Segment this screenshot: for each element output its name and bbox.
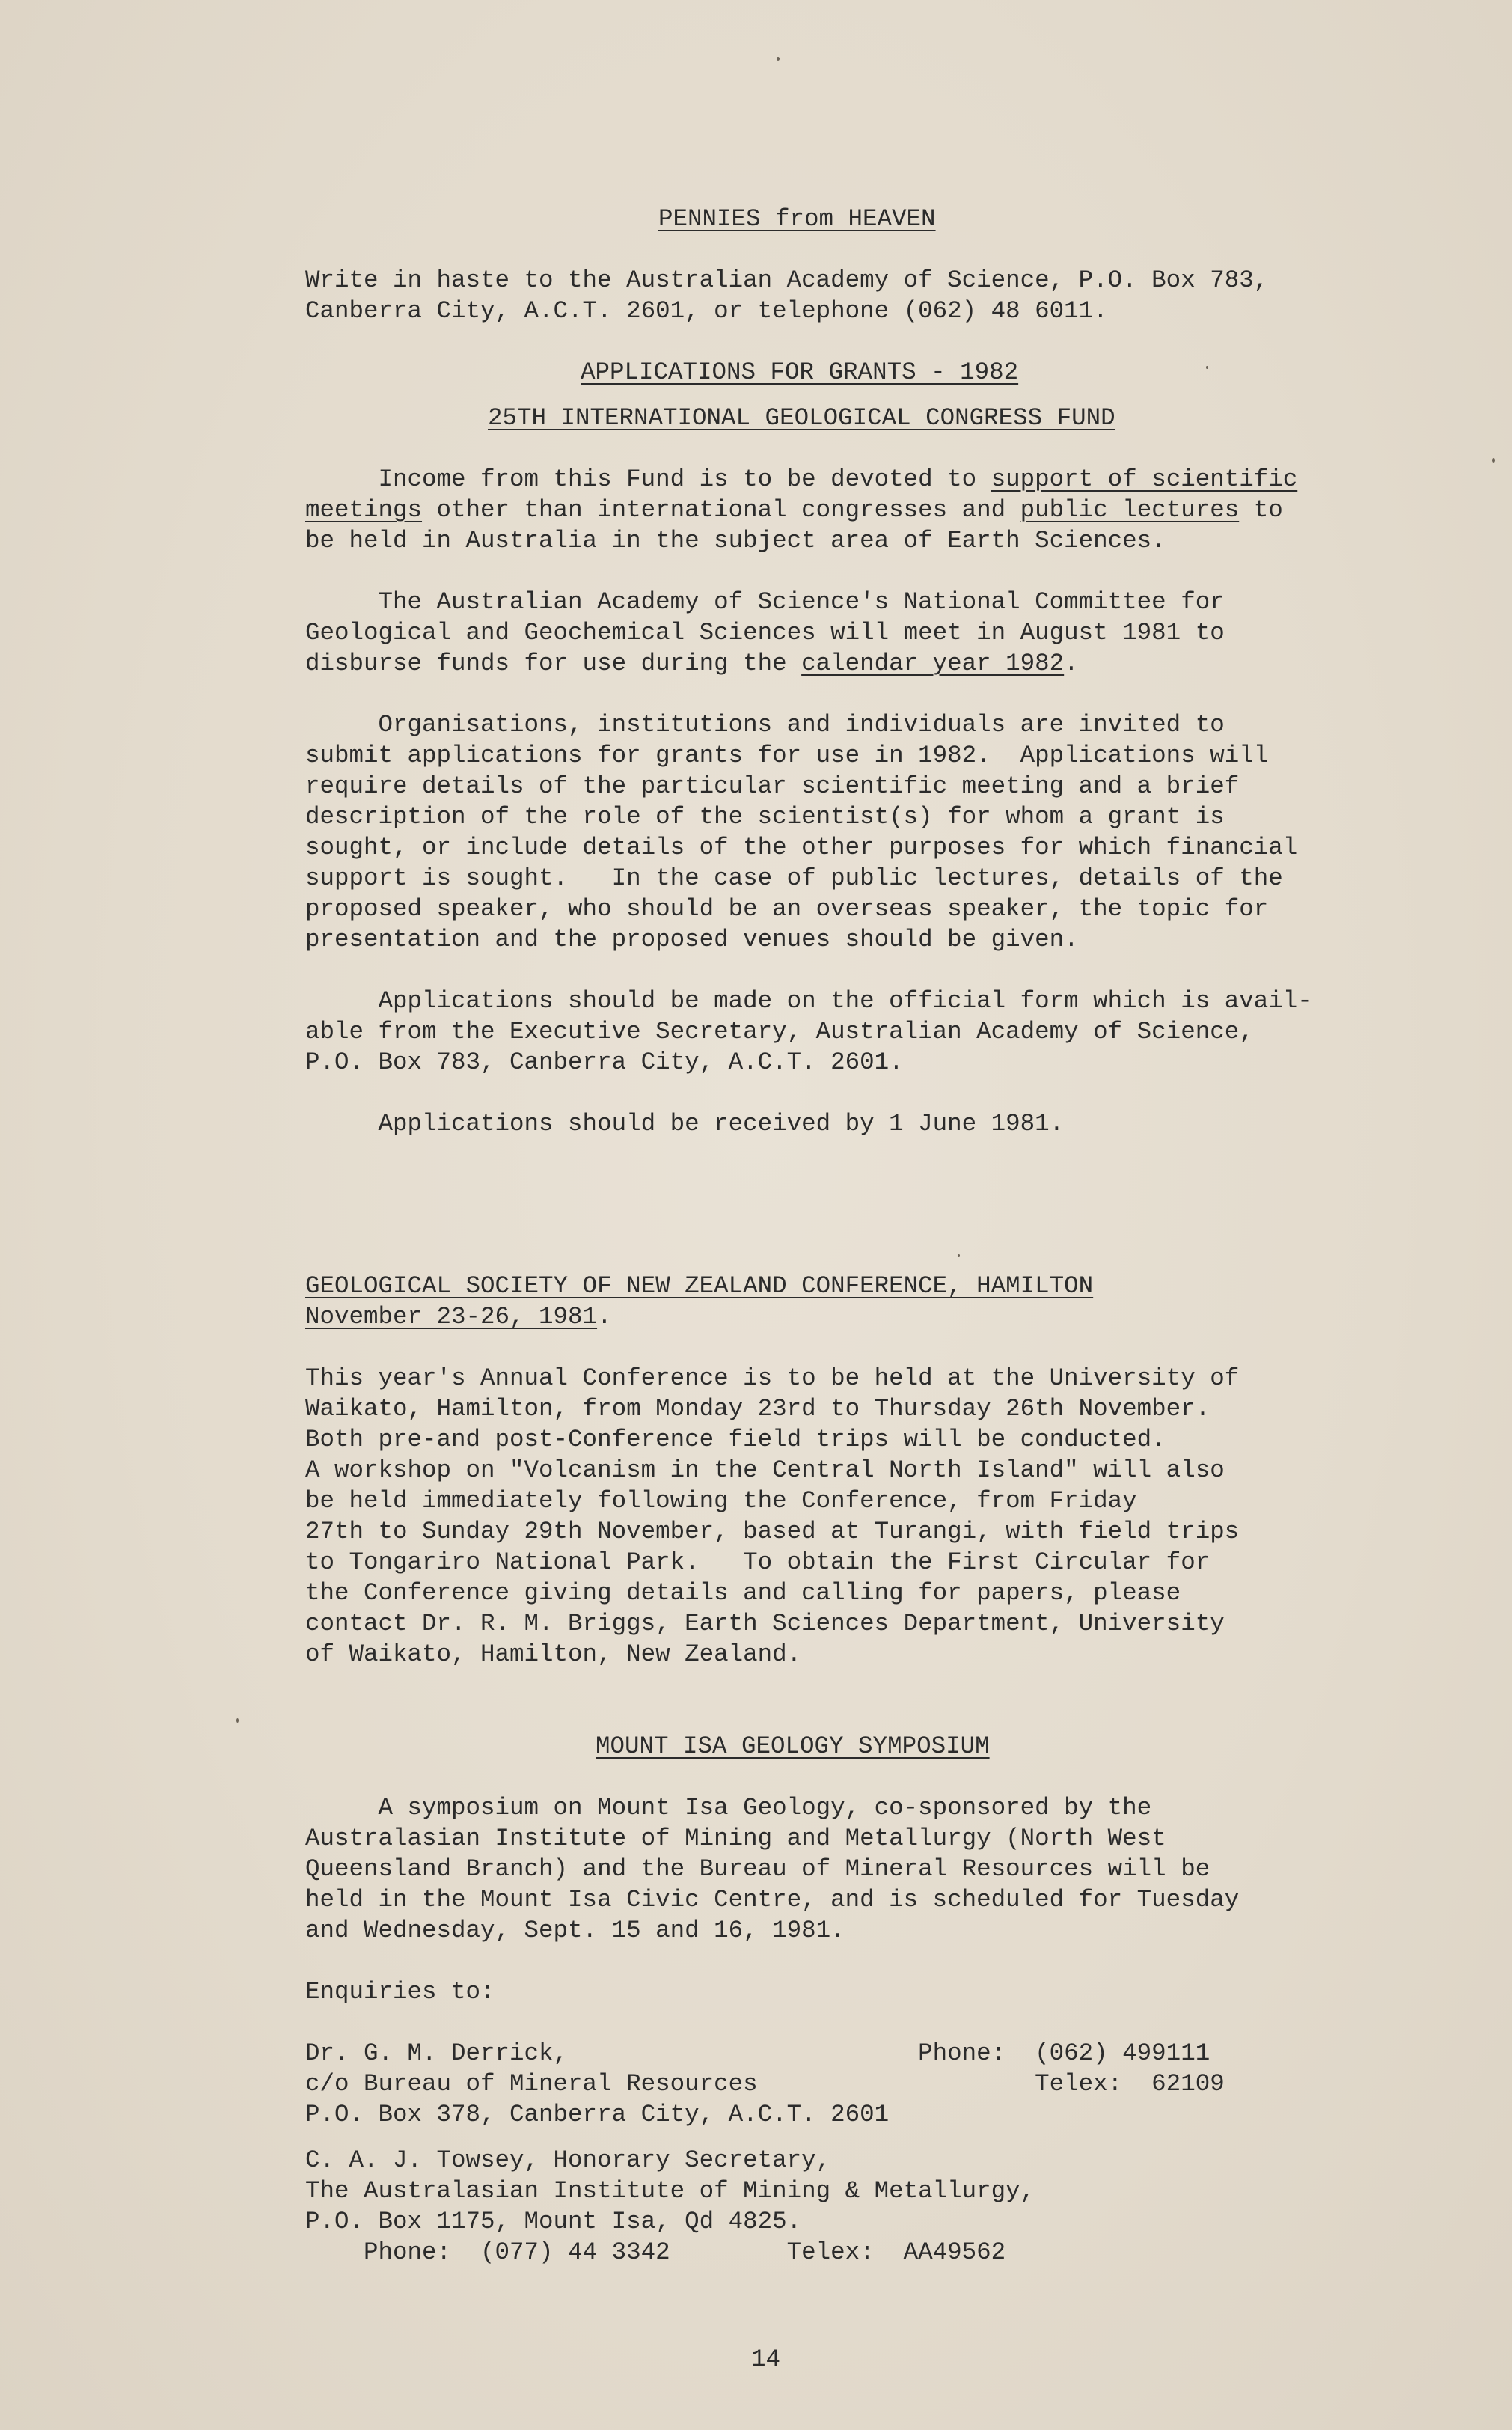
underlined-text: meetings: [305, 496, 423, 524]
text-run: Income from this Fund is to be devoted to: [305, 465, 991, 493]
text-run: .: [597, 1303, 612, 1331]
grants-para-2-line-1: The Australian Academy of Science's National Committee for: [305, 588, 1225, 616]
isa-contact-1-line-3: P.O. Box 378, Canberra City, A.C.T. 2601: [305, 2101, 890, 2128]
page-number: 14: [751, 2345, 781, 2373]
isa-contact-1-line-1: Dr. G. M. Derrick, Phone: (062) 499111: [305, 2039, 1210, 2067]
isa-contact-2-line-1: C. A. J. Towsey, Honorary Secretary,: [305, 2146, 831, 2174]
grants-para-3-line-2: submit applications for grants for use in 1982. Applications will: [305, 742, 1269, 769]
scan-speck: [777, 57, 780, 61]
grants-para-3-line-7: proposed speaker, who should be an overseas speaker, the topic for: [305, 895, 1269, 923]
isa-contact-2-line-2: The Australasian Institute of Mining & Metallurgy,: [305, 2177, 1035, 2205]
isa-line-4: held in the Mount Isa Civic Centre, and is scheduled for Tuesday: [305, 1886, 1240, 1914]
isa-title: MOUNT ISA GEOLOGY SYMPOSIUM: [596, 1733, 990, 1760]
gsnz-line-2: Waikato, Hamilton, from Monday 23rd to Thursday 26th November.: [305, 1395, 1210, 1423]
pennies-line-1: Write in haste to the Australian Academy of Science, P.O. Box 783,: [305, 266, 1269, 294]
underlined-text: public lectures: [1020, 496, 1240, 524]
text-run: .: [1064, 650, 1079, 677]
gsnz-line-5: be held immediately following the Conference, from Friday: [305, 1487, 1137, 1515]
grants-para-3-line-6: support is sought. In the case of public lectures, details of the: [305, 864, 1283, 892]
isa-line-3: Queensland Branch) and the Bureau of Mineral Resources will be: [305, 1855, 1210, 1883]
gsnz-line-9: contact Dr. R. M. Briggs, Earth Sciences Department, University: [305, 1610, 1225, 1637]
grants-para-3-line-1: Organisations, institutions and individuals are invited to: [305, 711, 1225, 739]
gsnz-line-10: of Waikato, Hamilton, New Zealand.: [305, 1640, 802, 1668]
underlined-text: November 23-26, 1981: [305, 1303, 598, 1331]
grants-para-2-line-3: [305, 648, 1368, 679]
text-run: to: [1239, 496, 1283, 524]
isa-line-1: A symposium on Mount Isa Geology, co-sponsored by the: [305, 1794, 1152, 1822]
grants-para-4-line-1: Applications should be made on the official form which is avail-: [305, 987, 1312, 1015]
isa-contact-2-line-4: Phone: (077) 44 3342 Telex: AA49562: [305, 2238, 1006, 2266]
grants-para-4-line-2: able from the Executive Secretary, Australian Academy of Science,: [305, 1018, 1254, 1045]
grants-para-3-line-8: presentation and the proposed venues should be given.: [305, 926, 1079, 953]
gsnz-line-4: A workshop on "Volcanism in the Central North Island" will also: [305, 1456, 1225, 1484]
gsnz-line-1: This year's Annual Conference is to be held at the University of: [305, 1364, 1240, 1392]
grants-para-1-line-3: be held in Australia in the subject area of Earth Sciences.: [305, 527, 1166, 555]
underlined-text: calendar year 1982: [801, 650, 1065, 677]
gsnz-line-6: 27th to Sunday 29th November, based at Turangi, with field trips: [305, 1518, 1240, 1545]
pennies-title: PENNIES from HEAVEN: [658, 205, 936, 233]
grants-para-1-line-2: [305, 495, 1368, 525]
gsnz-line-3: Both pre-and post-Conference field trips will be conducted.: [305, 1426, 1166, 1453]
isa-line-2: Australasian Institute of Mining and Metallurgy (North West: [305, 1825, 1166, 1852]
grants-deadline: Applications should be received by 1 June 1981.: [305, 1110, 1065, 1138]
grants-fund-title: 25TH INTERNATIONAL GEOLOGICAL CONGRESS FUND: [488, 404, 1115, 432]
scan-speck: [958, 1254, 960, 1257]
scan-speck: [1206, 366, 1208, 369]
scan-speck: [1492, 458, 1495, 463]
scan-speck: [236, 1718, 239, 1723]
pennies-line-2: Canberra City, A.C.T. 2601, or telephone (062) 48 6011.: [305, 297, 1108, 325]
text-run: other than international congresses and: [422, 496, 1020, 524]
grants-para-3-line-5: sought, or include details of the other purposes for which financial: [305, 834, 1298, 861]
grants-para-3-line-4: description of the role of the scientist(s) for whom a grant is: [305, 803, 1225, 831]
grants-para-4-line-3: P.O. Box 783, Canberra City, A.C.T. 2601.: [305, 1048, 904, 1076]
text-run: disburse funds for use during the: [305, 650, 802, 677]
grants-title: APPLICATIONS FOR GRANTS - 1982: [581, 358, 1019, 386]
gsnz-line-8: the Conference giving details and calling for papers, please: [305, 1579, 1181, 1607]
isa-line-5: and Wednesday, Sept. 15 and 16, 1981.: [305, 1917, 845, 1944]
gsnz-line-7: to Tongariro National Park. To obtain the First Circular for: [305, 1548, 1210, 1576]
isa-enquiries-label: Enquiries to:: [305, 1978, 495, 2006]
grants-para-2-line-2: Geological and Geochemical Sciences will meet in August 1981 to: [305, 619, 1225, 647]
isa-contact-2-line-3: P.O. Box 1175, Mount Isa, Qd 4825.: [305, 2208, 802, 2235]
underlined-text: support of scientific: [991, 465, 1298, 493]
grants-para-3-line-3: require details of the particular scientific meeting and a brief: [305, 772, 1240, 800]
grants-para-1-line-1: [305, 464, 1368, 495]
isa-contact-1-line-2: c/o Bureau of Mineral Resources Telex: 62109: [305, 2070, 1225, 2098]
gsnz-title: GEOLOGICAL SOCIETY OF NEW ZEALAND CONFERENCE, HAMILTON: [305, 1272, 1094, 1300]
gsnz-dates: [305, 1301, 1368, 1332]
